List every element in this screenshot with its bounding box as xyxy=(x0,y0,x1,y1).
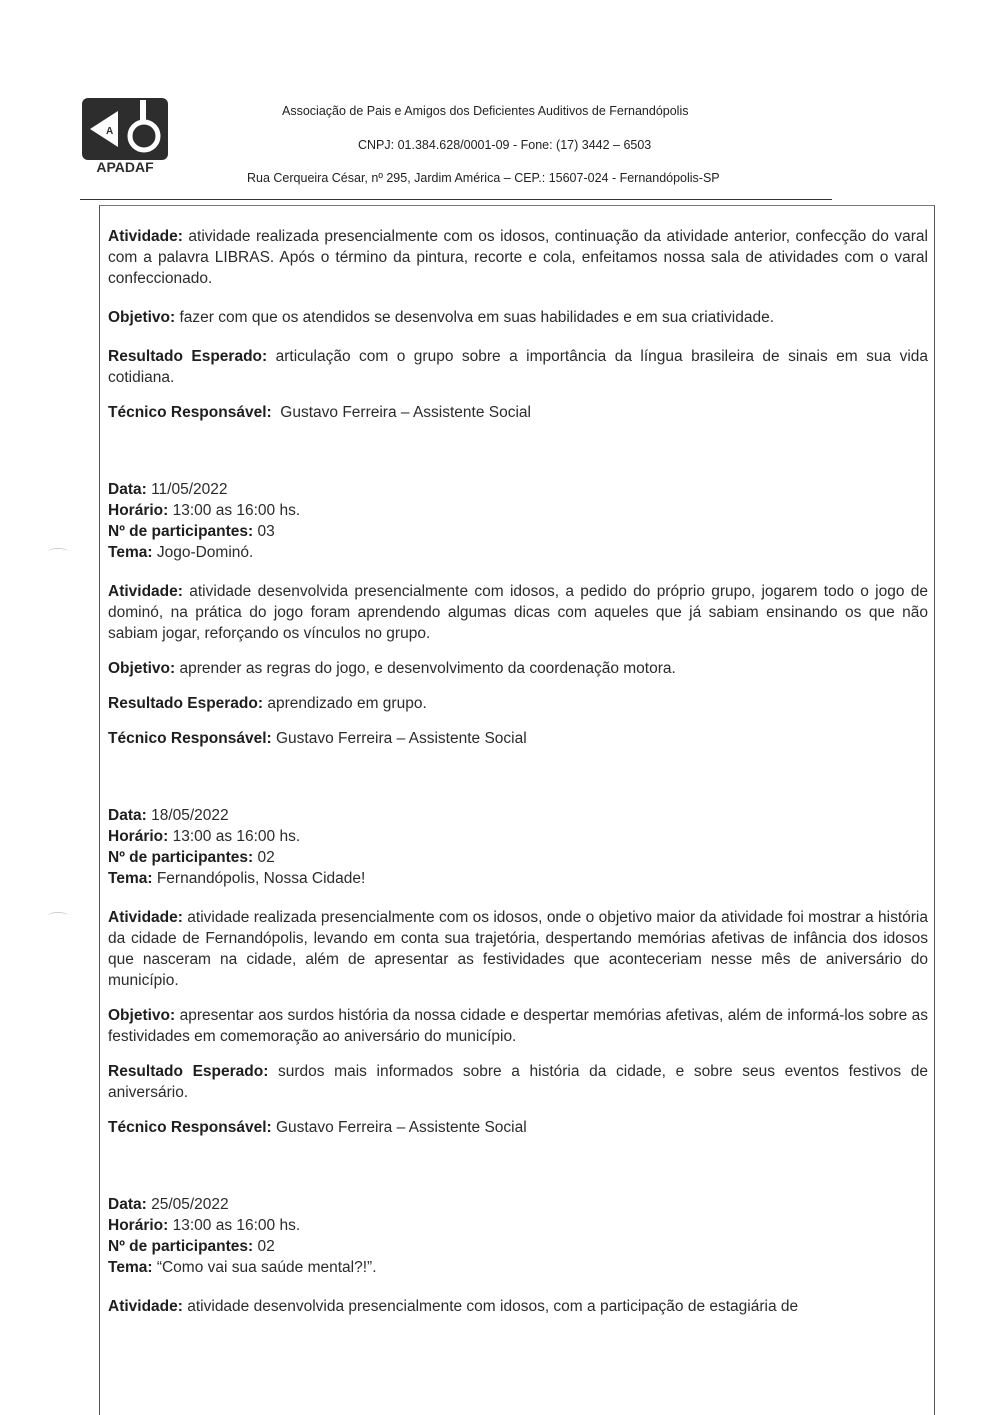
entry-theme: Tema: Fernandópolis, Nossa Cidade! xyxy=(108,870,366,887)
entry-time: Horário: 13:00 as 16:00 hs. xyxy=(108,502,301,519)
entry-time: Horário: 13:00 as 16:00 hs. xyxy=(108,1217,301,1234)
entry-atividade: Atividade: atividade realizada presencialmente com os idosos, onde o objetivo maior da atividade foi mostrar a história da cidade de Fernandópolis, levando em conta sua trajetória, despertando memórias afetivas de infância dos idosos que nasceram na cidade, além de apresentar as festividades que aconteceriam nesse mês de aniversário do município. xyxy=(108,909,928,989)
svg-text:A: A xyxy=(106,126,114,137)
entry-objetivo: Objetivo: apresentar aos surdos história da nossa cidade e despertar memórias afetivas, além de informá-los sobre as festividades em comemoração ao aniversário do município. xyxy=(108,1007,928,1045)
intro-resultado: Resultado Esperado: articulação com o grupo sobre a importância da língua brasileira de sinais em sua vida cotidiana. xyxy=(108,348,928,386)
logo-text: APADAF xyxy=(96,159,154,175)
entry-theme: Tema: Jogo-Dominó. xyxy=(108,544,254,561)
activity-entry xyxy=(108,1194,928,1317)
entry-participants: Nº de participantes: 03 xyxy=(108,523,275,540)
entry-resultado: Resultado Esperado: aprendizado em grupo. xyxy=(108,695,427,712)
address: Rua Cerqueira César, nº 295, Jardim América – CEP.: 15607-024 - Fernandópolis-SP xyxy=(247,171,720,185)
association-name: Associação de Pais e Amigos dos Deficientes Auditivos de Fernandópolis xyxy=(282,104,689,118)
apadaf-logo xyxy=(80,96,172,178)
intro-atividade: Atividade: atividade realizada presencialmente com os idosos, continuação da atividade anterior, confecção do varal com a palavra LIBRAS. Após o término da pintura, recorte e cola, enfeitamos nossa sala de atividades com o varal confeccionado. xyxy=(108,228,928,287)
entry-resultado: Resultado Esperado: surdos mais informados sobre a história da cidade, e sobre seus eventos festivos de aniversário. xyxy=(108,1063,928,1101)
intro-objetivo: Objetivo: fazer com que os atendidos se desenvolva em suas habilidades e em sua criatividade. xyxy=(108,309,774,326)
entry-participants: Nº de participantes: 02 xyxy=(108,1238,275,1255)
entry-atividade: Atividade: atividade desenvolvida presencialmente com idosos, com a participação de estagiária de xyxy=(108,1298,799,1315)
entry-tecnico: Técnico Responsável: Gustavo Ferreira – Assistente Social xyxy=(108,1119,527,1136)
entry-participants: Nº de participantes: 02 xyxy=(108,849,275,866)
punch-hole-mark xyxy=(48,912,68,919)
report-body xyxy=(108,226,928,1340)
entry-atividade: Atividade: atividade desenvolvida presencialmente com idosos, a pedido do próprio grupo, jogarem todo o jogo de dominó, na prática do jogo foram aprendendo algumas dicas com aqueles que já sabiam ensinando os que não sabiam jogar, reforçando os vínculos no grupo. xyxy=(108,583,928,642)
activity-entry xyxy=(108,479,928,749)
entry-date: Data: 25/05/2022 xyxy=(108,1196,229,1213)
entry-tecnico: Técnico Responsável: Gustavo Ferreira – Assistente Social xyxy=(108,730,527,747)
cnpj-phone: CNPJ: 01.384.628/0001-09 - Fone: (17) 3442 – 6503 xyxy=(358,138,652,152)
entry-date: Data: 11/05/2022 xyxy=(108,481,228,498)
entry-theme: Tema: “Como vai sua saúde mental?!”. xyxy=(108,1259,377,1276)
header-divider xyxy=(80,199,832,200)
activity-entry xyxy=(108,805,928,1138)
intro-tecnico: Técnico Responsável: Gustavo Ferreira – Assistente Social xyxy=(108,404,531,421)
punch-hole-mark xyxy=(48,548,68,555)
entry-objetivo: Objetivo: aprender as regras do jogo, e desenvolvimento da coordenação motora. xyxy=(108,660,676,677)
entry-time: Horário: 13:00 as 16:00 hs. xyxy=(108,828,301,845)
entry-date: Data: 18/05/2022 xyxy=(108,807,229,824)
